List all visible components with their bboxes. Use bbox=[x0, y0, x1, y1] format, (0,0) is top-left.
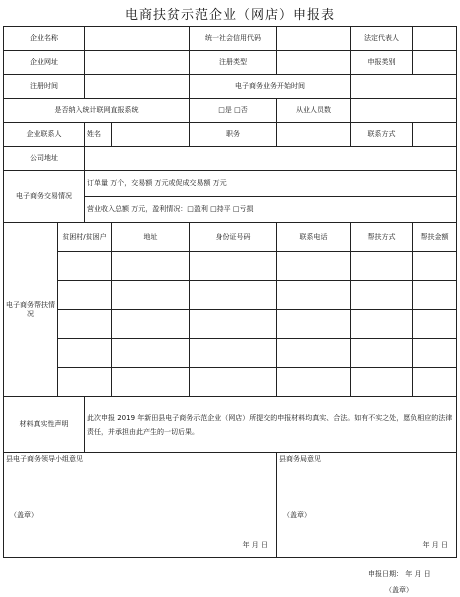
table-cell[interactable] bbox=[277, 252, 351, 281]
table-cell[interactable] bbox=[413, 368, 457, 397]
table-cell[interactable] bbox=[413, 252, 457, 281]
table-cell[interactable] bbox=[112, 368, 190, 397]
table-cell[interactable] bbox=[277, 281, 351, 310]
reg-type-label: 注册类型 bbox=[190, 51, 277, 75]
position-field[interactable] bbox=[277, 123, 351, 147]
poverty-header-phone: 联系电话 bbox=[277, 223, 351, 252]
footer-seal: （盖章） bbox=[385, 586, 413, 594]
table-row bbox=[4, 281, 457, 310]
company-name-label: 企业名称 bbox=[4, 27, 85, 51]
county-group-seal: （盖章） bbox=[10, 511, 38, 519]
apply-date: 申报日期： 年 月 日 bbox=[368, 570, 431, 578]
table-cell[interactable] bbox=[351, 339, 413, 368]
ecom-section-label: 电子商务交易情况 bbox=[4, 171, 85, 223]
table-cell[interactable] bbox=[112, 339, 190, 368]
contact-name-label: 姓名 bbox=[85, 123, 112, 147]
table-cell[interactable] bbox=[112, 310, 190, 339]
table-cell[interactable] bbox=[351, 281, 413, 310]
credit-code-field[interactable] bbox=[277, 27, 351, 51]
table-cell[interactable] bbox=[351, 368, 413, 397]
poverty-header-amount: 帮扶金额 bbox=[413, 223, 457, 252]
reg-time-field[interactable] bbox=[85, 75, 190, 99]
table-cell[interactable] bbox=[112, 281, 190, 310]
table-cell[interactable] bbox=[190, 252, 277, 281]
table-cell[interactable] bbox=[190, 368, 277, 397]
table-cell[interactable] bbox=[58, 368, 112, 397]
table-cell[interactable] bbox=[351, 252, 413, 281]
table-row bbox=[4, 310, 457, 339]
table-cell[interactable] bbox=[277, 310, 351, 339]
credit-code-label: 统一社会信用代码 bbox=[190, 27, 277, 51]
company-name-field[interactable] bbox=[85, 27, 190, 51]
reg-time-label: 注册时间 bbox=[4, 75, 85, 99]
table-cell[interactable] bbox=[351, 310, 413, 339]
ecom-start-label: 电子商务业务开始时间 bbox=[190, 75, 351, 99]
ecom-line-revenue[interactable]: 营业收入总额 万元，盈利情况：□盈利 □持平 □亏损 bbox=[85, 197, 457, 223]
table-cell[interactable] bbox=[112, 252, 190, 281]
declaration-text: 此次申报 2019 年新田县电子商务示范企业（网店）所提交的申报材料均真实、合法。如有不实之处，愿负相应的法律责任，并承担由此产生的一切后果。 bbox=[85, 397, 457, 453]
commerce-bureau-seal: （盖章） bbox=[283, 511, 311, 519]
employees-label: 从业人员数 bbox=[277, 99, 351, 123]
contact-method-label: 联系方式 bbox=[351, 123, 413, 147]
website-field[interactable] bbox=[85, 51, 190, 75]
table-row bbox=[4, 368, 457, 397]
commerce-bureau-opinion[interactable] bbox=[277, 453, 457, 558]
county-group-opinion[interactable] bbox=[4, 453, 277, 558]
employees-field[interactable] bbox=[351, 99, 457, 123]
table-cell[interactable] bbox=[190, 339, 277, 368]
table-row bbox=[4, 339, 457, 368]
commerce-bureau-date: 年 月 日 bbox=[422, 541, 448, 549]
table-cell[interactable] bbox=[413, 310, 457, 339]
reg-type-field[interactable] bbox=[277, 51, 351, 75]
poverty-header-method: 帮扶方式 bbox=[351, 223, 413, 252]
declaration-label: 材料真实性声明 bbox=[4, 397, 85, 453]
poverty-header-id: 身份证号码 bbox=[190, 223, 277, 252]
apply-category-field[interactable] bbox=[413, 51, 457, 75]
table-cell[interactable] bbox=[58, 339, 112, 368]
ecom-line-orders[interactable]: 订单量 万个，交易额 万元或促成交易额 万元 bbox=[85, 171, 457, 197]
county-group-opinion-label: 县电子商务领导小组意见 bbox=[6, 455, 83, 463]
website-label: 企业网址 bbox=[4, 51, 85, 75]
table-cell[interactable] bbox=[413, 339, 457, 368]
table-cell[interactable] bbox=[58, 310, 112, 339]
position-label: 职务 bbox=[190, 123, 277, 147]
page-title: 电商扶贫示范企业（网店）申报表 bbox=[124, 8, 335, 23]
stats-system-checkbox[interactable]: □是 □否 bbox=[190, 99, 277, 123]
poverty-header-village: 贫困村/贫困户 bbox=[58, 223, 112, 252]
application-form bbox=[3, 26, 457, 558]
table-row bbox=[4, 252, 457, 281]
legal-rep-label: 法定代表人 bbox=[351, 27, 413, 51]
stats-system-label: 是否纳入统计联网直报系统 bbox=[4, 99, 190, 123]
table-cell[interactable] bbox=[190, 310, 277, 339]
address-label: 公司地址 bbox=[4, 147, 85, 171]
poverty-section-label: 电子商务帮扶情况 bbox=[4, 223, 58, 397]
table-cell[interactable] bbox=[58, 252, 112, 281]
table-cell[interactable] bbox=[58, 281, 112, 310]
ecom-start-field[interactable] bbox=[351, 75, 457, 99]
table-cell[interactable] bbox=[277, 339, 351, 368]
contact-label: 企业联系人 bbox=[4, 123, 85, 147]
table-cell[interactable] bbox=[277, 368, 351, 397]
poverty-header-address: 地址 bbox=[112, 223, 190, 252]
apply-category-label: 申报类别 bbox=[351, 51, 413, 75]
table-cell[interactable] bbox=[413, 281, 457, 310]
contact-name-field[interactable] bbox=[112, 123, 190, 147]
legal-rep-field[interactable] bbox=[413, 27, 457, 51]
county-group-date: 年 月 日 bbox=[242, 541, 268, 549]
address-field[interactable] bbox=[85, 147, 457, 171]
table-cell[interactable] bbox=[190, 281, 277, 310]
commerce-bureau-opinion-label: 县商务局意见 bbox=[279, 455, 321, 463]
contact-method-field[interactable] bbox=[413, 123, 457, 147]
